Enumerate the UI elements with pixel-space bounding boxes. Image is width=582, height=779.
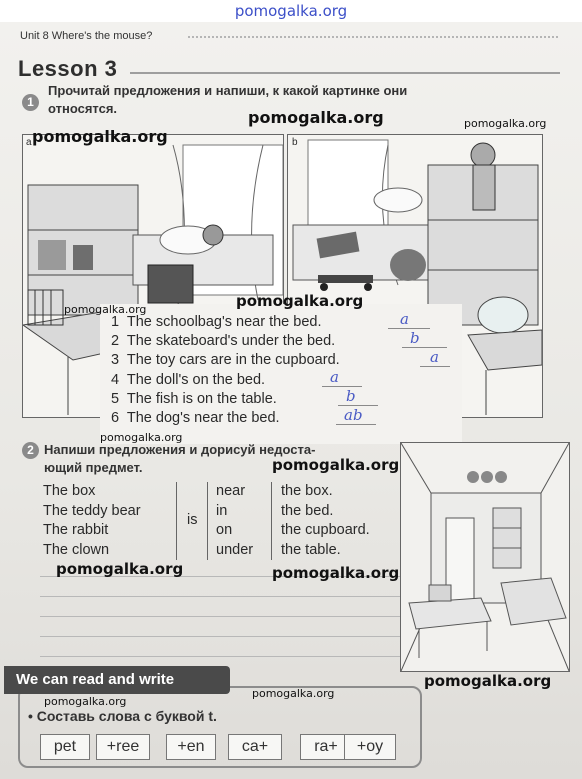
prepositions-column xyxy=(216,482,253,560)
word-card-cat[interactable]: ca+ xyxy=(228,734,282,760)
section-banner: We can read and write xyxy=(4,666,230,694)
watermark: pomogalka.org xyxy=(272,564,400,582)
preposition-item: near xyxy=(216,483,246,499)
answer-line-2 xyxy=(402,347,447,348)
sentence-3: 3 The toy cars are in the cupboard. xyxy=(111,352,340,368)
watermark: pomogalka.org xyxy=(464,117,547,130)
sentence-2: 2 The skateboard's under the bed. xyxy=(111,333,336,349)
answer-line-3 xyxy=(420,366,450,367)
writing-line[interactable] xyxy=(40,596,400,597)
place-item: the bed. xyxy=(281,502,334,519)
answer-6[interactable]: ab xyxy=(344,406,363,424)
table-divider xyxy=(207,482,208,560)
place-item: the table. xyxy=(281,541,341,558)
place-item: the box. xyxy=(281,483,333,499)
task1-number: 1 xyxy=(22,94,39,111)
task2-instruction-line1: Напиши предложения и дорисуй недоста- xyxy=(44,442,316,457)
table-divider xyxy=(271,482,272,560)
subject-item: The clown xyxy=(43,541,110,558)
header-dotted-line xyxy=(188,36,558,38)
subject-item: The box xyxy=(43,483,96,499)
subjects-column xyxy=(43,482,141,560)
watermark: pomogalka.org xyxy=(424,672,552,690)
lesson-title: Lesson 3 xyxy=(18,56,118,81)
site-header-link[interactable]: pomogalka.org xyxy=(234,2,348,20)
watermark: pomogalka.org xyxy=(236,292,364,310)
writing-line[interactable] xyxy=(40,656,400,657)
task3-instruction: • Составь слова с буквой t. xyxy=(28,708,217,724)
watermark: pomogalka.org xyxy=(64,303,147,316)
watermark: pomogalka.org xyxy=(248,108,384,127)
answer-line-1 xyxy=(388,328,430,329)
answer-line-4 xyxy=(322,386,362,387)
word-card-toy[interactable]: +oy xyxy=(344,734,396,760)
task2-instruction-line2: ющий предмет. xyxy=(44,460,143,475)
places-column xyxy=(281,482,370,560)
word-card-pet[interactable]: pet xyxy=(40,734,90,760)
word-card-tree[interactable]: +ree xyxy=(96,734,150,760)
answer-4[interactable]: a xyxy=(330,368,339,386)
answer-2[interactable]: b xyxy=(410,329,420,347)
place-item: the cupboard. xyxy=(281,522,370,538)
answer-line-6 xyxy=(336,424,376,425)
picture-a-label: a xyxy=(26,137,32,148)
task1-instruction-line1: Прочитай предложения и напиши, к какой картинке они xyxy=(48,83,408,98)
task2-number: 2 xyxy=(22,442,39,459)
subject-item: The teddy bear xyxy=(43,502,141,519)
watermark: pomogalka.org xyxy=(32,127,168,146)
sentence-1: 1 The schoolbag's near the bed. xyxy=(111,314,322,330)
writing-line[interactable] xyxy=(40,616,400,617)
subject-item: The rabbit xyxy=(43,522,109,538)
watermark: pomogalka.org xyxy=(272,456,400,474)
room-illustration xyxy=(401,443,569,671)
watermark: pomogalka.org xyxy=(44,695,127,708)
task1-instruction-line2: относятся. xyxy=(48,101,118,116)
sentence-4: 4 The doll's on the bed. xyxy=(111,372,266,388)
answer-3[interactable]: a xyxy=(430,348,439,366)
room-picture xyxy=(400,442,570,672)
watermark: pomogalka.org xyxy=(56,560,184,578)
writing-line[interactable] xyxy=(40,636,400,637)
word-card-rat[interactable]: ra+ xyxy=(300,734,352,760)
answer-5[interactable]: b xyxy=(346,387,356,405)
watermark: pomogalka.org xyxy=(252,687,335,700)
table-divider xyxy=(176,482,177,560)
watermark: pomogalka.org xyxy=(100,431,183,444)
preposition-item: in xyxy=(216,502,228,519)
sentence-5: 5 The fish is on the table. xyxy=(111,391,277,407)
preposition-item: under xyxy=(216,541,254,558)
lesson-underline xyxy=(130,72,560,74)
unit-header: Unit 8 Where's the mouse? xyxy=(20,30,153,42)
preposition-item: on xyxy=(216,522,233,538)
picture-b-label: b xyxy=(292,137,298,148)
word-card-ten[interactable]: +en xyxy=(166,734,216,760)
sentence-6: 6 The dog's near the bed. xyxy=(111,410,280,426)
answer-1[interactable]: a xyxy=(400,310,409,328)
verb-is: is xyxy=(187,512,198,528)
